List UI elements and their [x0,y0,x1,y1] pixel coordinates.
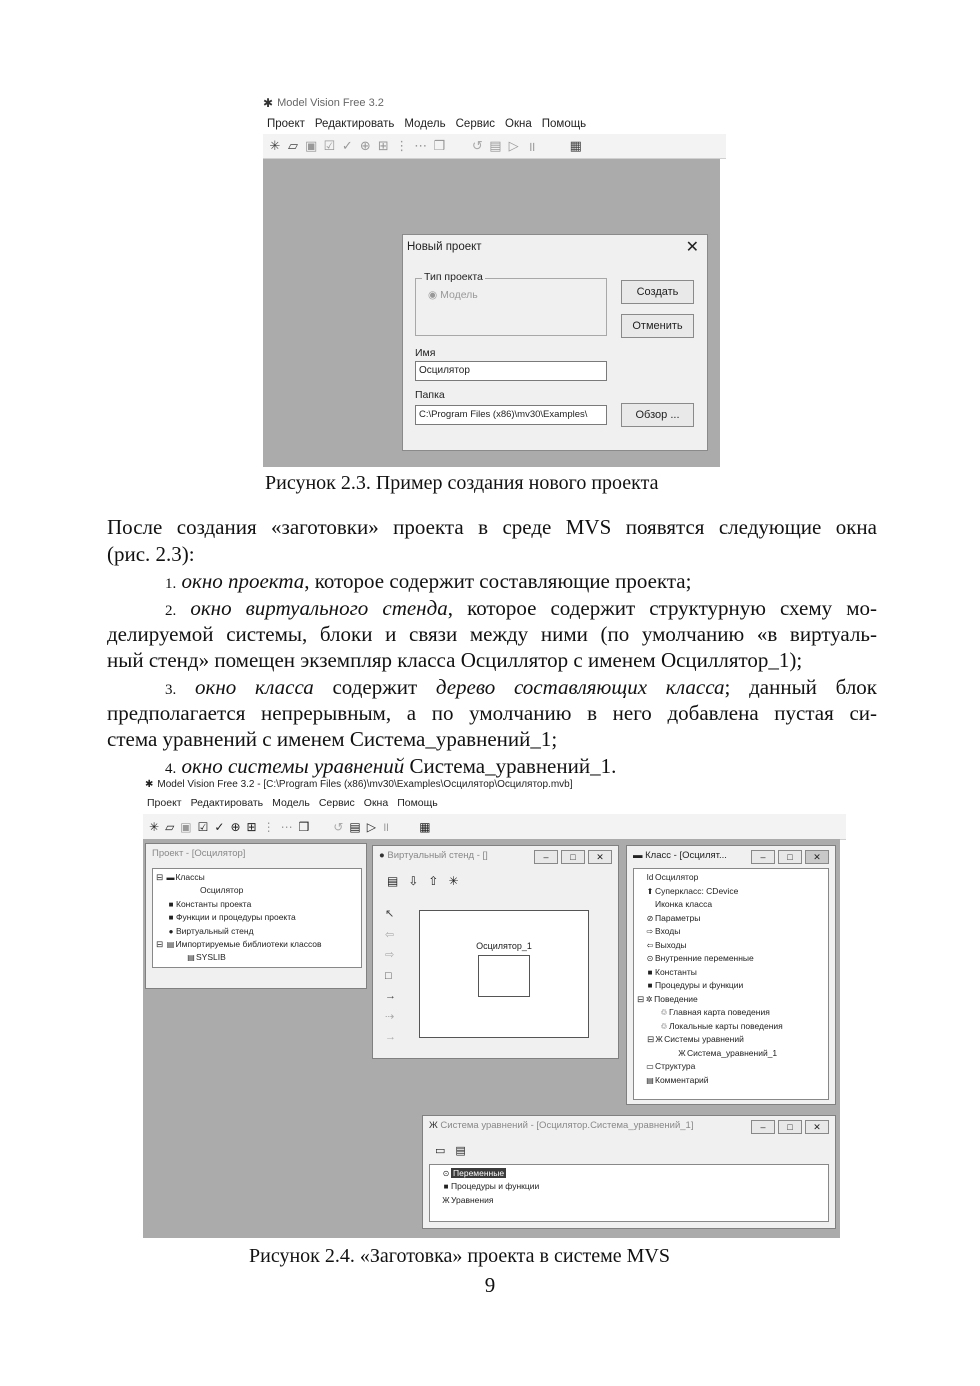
toolbar [143,814,846,840]
menu-edit[interactable]: Редактировать [190,797,264,809]
equation-tree [429,1164,829,1222]
item-term: окно системы уравнений [181,754,405,778]
menu-windows[interactable]: Окна [363,797,389,809]
add-connector-icon[interactable]: ⋮ [395,138,409,153]
menu-model[interactable]: Модель [272,797,310,809]
tree-item[interactable]: ⊟ ▬Классы [156,871,358,884]
cube-icon[interactable]: ❒ [298,819,310,834]
item-number: 3. [165,682,177,698]
pause-icon[interactable]: ॥ [527,139,536,154]
behavior-icon: ✲ [645,994,653,1004]
cube-icon[interactable]: ❒ [433,138,446,153]
add-block-icon[interactable]: ⊞ [246,819,257,834]
tree-item[interactable]: ЖСистема_уравнений_1 [637,1047,825,1061]
connect-tool-icon[interactable]: ⇢ [385,1010,395,1023]
grid-icon[interactable]: ▤ [387,874,399,888]
tree-item[interactable]: ⊙ Внутренние переменные [637,952,825,966]
save-icon[interactable]: ▣ [180,819,192,834]
app-title: Model Vision Free 3.2 - [C:\Program Files (x86)\mv30\Examples\Осцилятор\Осцилятор.mvb] [157,779,573,790]
add-block-icon[interactable]: ⊞ [377,138,389,153]
undo-icon[interactable]: ↺ [471,138,483,153]
close-icon[interactable]: ✕ [685,239,699,256]
tree-item[interactable]: ⊟ ✲ Поведение [637,993,825,1007]
page-number: 9 [484,1273,496,1297]
tree-item[interactable]: ■ Константы [637,966,825,980]
tree-item[interactable]: Id Осцилятор [637,871,825,885]
list-item-3-line-2: предполагается непрерывным, а по умолчанию в него добавлена пустая си- [107,701,877,725]
undo-icon[interactable]: ↺ [333,819,344,834]
item-term: окно виртуального стенда [190,596,448,620]
class-tree [633,868,829,1100]
tree-item[interactable]: ♲Главная карта поведения [637,1006,825,1020]
tree-item[interactable]: ⊟ЖСистемы уравнений [637,1033,825,1047]
minimize-button[interactable]: – [534,850,558,864]
close-button[interactable]: ✕ [588,850,612,864]
tree-item[interactable]: ▭Структура [637,1060,825,1074]
tree-item[interactable]: ■ Процедуры и функции [433,1180,825,1193]
virtual-stand-window [372,845,619,1059]
item-text: Система_уравнений_1. [404,754,617,778]
new-icon[interactable]: ✳ [448,874,459,888]
tree-item[interactable]: ● Виртуальный стенд [156,925,358,938]
mvs-logo-icon: ✱ [263,96,274,110]
folder-input[interactable]: C:\Program Files (x86)\mv30\Examples\ [415,405,607,425]
list-item-4 [165,754,616,779]
tree-item[interactable]: ■ Константы проекта [156,898,358,911]
menu-edit[interactable]: Редактировать [314,118,395,130]
item-number: 2. [165,603,177,619]
menu-project[interactable]: Проект [267,118,305,130]
open-folder-icon[interactable]: ▱ [165,819,175,834]
project-type-group [415,271,607,336]
cancel-button[interactable]: Отменить [621,314,694,338]
library-icon: ▤ [187,953,195,963]
group-label: Тип проекта [424,271,483,283]
tree-item[interactable]: ⇦ Выходы [637,939,825,953]
flow-tool-icon[interactable]: → [385,1031,396,1043]
check-doc-icon[interactable]: ☑ [323,138,336,153]
calculator-icon[interactable]: ▦ [569,138,582,153]
structure-icon: ▭ [646,1062,654,1071]
radio-label: Модель [440,289,478,301]
run-icon[interactable]: ▷ [366,819,376,834]
equations-icon: Ж [442,1195,450,1205]
menu-help[interactable]: Помощь [397,797,438,809]
maximize-button[interactable]: □ [778,1120,802,1134]
tree-item[interactable]: ■ Функции и процедуры проекта [156,911,358,924]
open-folder-icon[interactable]: ▱ [288,138,298,153]
folder-label: Папка [415,389,445,401]
list-item-2-line-2: делируемой системы, блоки и связи между ними (по умолчанию «в виртуаль- [107,622,877,646]
inputs-icon: ⇨ [646,927,654,936]
figure-caption-1: Рисунок 2.3. Пример создания нового проекта [265,472,659,494]
list-item-3 [165,675,877,700]
oscillator-block[interactable] [478,955,530,997]
export-icon[interactable]: ⇧ [428,874,439,888]
function-icon: ■ [443,1182,449,1192]
tree-item[interactable]: ■ Процедуры и функции [637,979,825,993]
constant-icon: ■ [647,967,653,977]
project-window [145,843,367,989]
build-icon[interactable]: ▤ [349,819,361,834]
new-project-dialog [402,234,708,451]
eq-toolbar [435,1144,466,1157]
function-icon: ■ [647,981,653,990]
equations-icon: Ж [429,1120,438,1131]
figure-caption-2: Рисунок 2.4. «Заготовка» проекта в системе MVS [249,1245,670,1267]
maximize-button[interactable]: □ [778,850,802,864]
tree-item[interactable]: ЖУравнения [433,1194,825,1207]
save-icon[interactable]: ▣ [305,138,318,153]
superclass-icon: ⬆ [646,886,654,896]
window-controls [751,850,829,864]
outputs-icon: ⇦ [646,940,654,950]
pointer-icon[interactable]: ↖ [385,908,395,920]
item-number: 4. [165,761,177,777]
window-controls [534,850,612,864]
function-icon: ■ [168,913,174,923]
add-var-icon[interactable]: ⋯ [280,819,293,834]
mvs-logo-icon: ✱ [145,779,154,790]
stand-palette [385,904,396,1048]
model-radio[interactable] [428,289,478,301]
link-tool-icon[interactable]: → [385,990,396,1002]
grid-icon[interactable]: ▭ [435,1145,446,1157]
list-item-1 [165,569,691,594]
radio-icon: ◉ [428,289,438,301]
close-button[interactable]: ✕ [805,850,829,864]
id-icon: Id [646,873,654,882]
variables-icon: ⊙ [442,1169,450,1178]
checkmark-icon[interactable]: ✓ [341,138,353,153]
app-title: Model Vision Free 3.2 [277,97,384,109]
intro-line-1: После создания «заготовки» проекта в среде MVS появятся следующие окна [107,515,877,539]
library-icon: ▤ [166,940,175,950]
input-arrow-icon[interactable]: ⇦ [385,928,395,941]
state-map-icon: ♲ [660,1021,668,1031]
menu-project[interactable]: Проект [147,797,182,809]
calculator-icon[interactable]: ▦ [419,819,431,834]
window-title: Ж Система уравнений - [Осцилятор.Система_уравнений_1] [429,1120,694,1131]
create-button[interactable]: Создать [621,280,694,304]
add-class-icon[interactable]: ⊕ [359,138,371,153]
window-controls [751,1120,829,1134]
stand-icon: ● [168,926,174,936]
comment-icon: ▤ [646,1075,654,1085]
state-map-icon: ♲ [660,1008,668,1017]
tree-item[interactable]: ⊙ Переменные [433,1167,825,1180]
menu-windows[interactable]: Окна [505,118,532,130]
add-class-icon[interactable]: ⊕ [230,819,241,834]
equation-system-window [422,1115,836,1229]
app-titlebar [263,96,384,110]
app-titlebar [145,779,573,790]
item-term: окно класса [195,675,314,699]
stand-toolbar [387,874,459,888]
checkmark-icon[interactable]: ✓ [214,819,225,834]
build-icon[interactable]: ▤ [489,138,502,153]
menu-bar [147,797,438,809]
stand-canvas [419,910,589,1038]
window-title: Проект - [Осцилятор] [152,848,246,859]
close-button[interactable]: ✕ [805,1120,829,1134]
add-var-icon[interactable]: ⋯ [414,138,428,153]
item-text-2: ; данный блок [724,675,877,699]
list-item-2-line-3: ный стенд» помещен экземпляр класса Осциллятор с именем Осциллятор_1); [107,648,803,672]
tree-item[interactable]: ⬆ Суперкласс: CDevice [637,885,825,899]
run-icon[interactable]: ▷ [508,138,519,153]
constant-icon: ■ [168,899,174,909]
tree-item[interactable]: Осцилятор [200,885,244,896]
block-tool-icon[interactable]: □ [385,969,392,982]
new-project-icon[interactable]: ✳ [149,819,160,834]
tree-item[interactable]: ⊘ Параметры [637,912,825,926]
variables-icon: ⊙ [646,954,654,963]
tree-item[interactable]: ♲Локальные карты поведения [637,1020,825,1034]
item-text: , которое содержит составляющие проекта; [304,569,692,593]
menu-help[interactable]: Помощь [541,118,587,130]
minimize-button[interactable]: – [751,1120,775,1134]
folder-icon: ▬ [166,873,175,882]
name-input[interactable]: Осцилятор [415,361,607,381]
parameters-icon: ⊘ [646,913,654,923]
tree-item[interactable]: Иконка класса [655,899,713,909]
item-term: окно проекта [181,569,305,593]
menu-bar [267,118,586,130]
tree-item[interactable]: ▤SYSLIB [156,951,358,964]
tree-item[interactable]: ⇨ Входы [637,925,825,939]
list-item-2 [165,596,877,621]
item-text: , которое содержит структурную схему мо- [447,596,878,620]
equations-icon: Ж [678,1048,686,1058]
project-tree [152,868,362,968]
add-connector-icon[interactable]: ⋮ [262,819,275,834]
tree-item[interactable]: ▤Комментарий [637,1074,825,1088]
maximize-button[interactable]: □ [561,850,585,864]
new-project-icon[interactable]: ✳ [269,138,281,153]
item-term-2: дерево составляющих класса [435,675,725,699]
minimize-button[interactable]: – [751,850,775,864]
dialog-title: Новый проект [407,241,482,253]
menu-service[interactable]: Сервис [318,797,355,809]
block-label: Осцилятор_1 [476,941,532,951]
item-number: 1. [165,576,177,592]
pause-icon[interactable]: ॥ [382,820,390,834]
stand-icon: ● [379,850,385,861]
toolbar [263,134,726,159]
item-text: содержит [313,675,436,699]
output-arrow-icon[interactable]: ⇨ [385,949,395,961]
class-icon: ▬ [633,850,643,861]
intro-line-2: (рис. 2.3): [107,542,195,566]
import-icon[interactable]: ⇩ [408,874,419,888]
menu-model[interactable]: Модель [404,118,446,130]
figure-project-blank [143,777,840,1238]
tree-item[interactable]: ⊟ ▤Импортируемые библиотеки классов [156,938,358,951]
menu-service[interactable]: Сервис [455,118,496,130]
equations-icon: Ж [655,1035,663,1044]
class-window [626,845,836,1105]
browse-button[interactable]: Обзор ... [621,403,694,427]
name-label: Имя [415,347,436,359]
list-item-3-line-3: стема уравнений с именем Система_уравнений_1; [107,727,558,751]
window-title: ▬ Класс - [Осцилят... [633,850,727,861]
window-title: ● Виртуальный стенд - [] [379,850,488,861]
check-doc-icon[interactable]: ☑ [197,819,209,834]
document-icon[interactable]: ▤ [455,1145,466,1157]
figure-new-project [263,94,720,467]
